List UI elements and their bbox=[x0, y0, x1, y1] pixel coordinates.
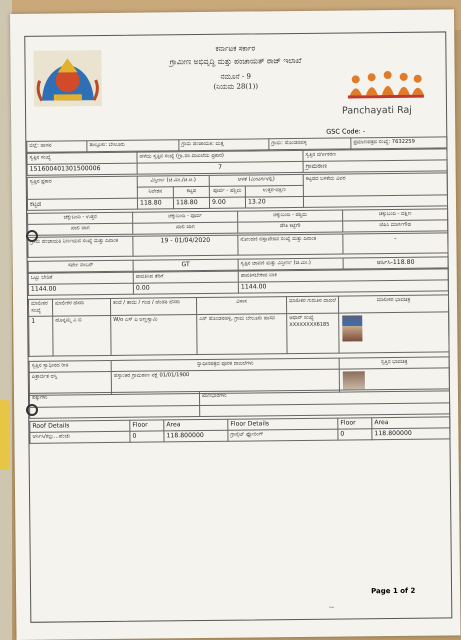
old-number: 7 bbox=[137, 161, 303, 174]
panchayati-raj-logo-text: Panchayati Raj bbox=[341, 104, 412, 117]
roof-type: ಆರ್ಸಿಸಿ/ಕಲ್ಲು...ಹೆಂಚು bbox=[30, 431, 130, 443]
property-number: 151600401301500006 bbox=[27, 163, 137, 175]
yellow-tag bbox=[0, 400, 10, 470]
rights-label: ಹಕ್ಕುಗಳು bbox=[29, 392, 199, 408]
built-label: ಕಟ್ಟಡ bbox=[173, 186, 209, 197]
owner-address-header: ವಿಳಾಸ bbox=[196, 297, 286, 315]
measurement-label: ಅಳತೆ (ಮೀಟರ್ಗಳಲ್ಲಿ) bbox=[209, 174, 303, 186]
roof-details-header: Roof Details bbox=[30, 420, 130, 432]
survey-label: ಸರ್ವೇ ನಂಬರ್ bbox=[28, 260, 133, 272]
certificate-number: ಪ್ರಮಾಣಪತ್ರದ ಸಂಖ್ಯೆ: 7632259 bbox=[351, 137, 447, 149]
district: ಜಿಲ್ಲೆ: ಹಾಸನ bbox=[27, 141, 87, 153]
roof-area-value: ಆರ್ಸಿಸಿ-118.80 bbox=[343, 257, 448, 269]
deed-label: ಸ್ವಾಧೀನಪತ್ರದ ಪೂರಕ ದಾಖಲೆಗಳು bbox=[111, 358, 339, 371]
tax-table bbox=[28, 268, 449, 295]
roof-floor-header: Floor bbox=[130, 420, 164, 431]
category: ಗ್ರಾಮಠಾಣ bbox=[303, 160, 447, 173]
rights-table bbox=[29, 388, 450, 418]
signature-mark: ~ bbox=[328, 602, 335, 612]
owner-id-type: ಆಧಾರ್ ಸಂಖ್ಯೆ bbox=[289, 314, 314, 322]
roof-area-label: ಸ್ವತ್ತಿನ ಚಾವಣಿ ಮತ್ತು ವಿಸ್ತೀರ್ಣ (ಚ.ಮೀ.) bbox=[238, 258, 343, 270]
owner-photo-header: ಮಾಲೀಕರ ಭಾವಚಿತ್ರ bbox=[338, 295, 448, 313]
east-value: ಖಾಲಿ ಜಾಗ bbox=[133, 222, 238, 234]
east-west: 9.00 bbox=[209, 197, 245, 208]
property-number-label: ಸ್ವತ್ತಿನ ಸಂಖ್ಯೆ bbox=[27, 152, 137, 164]
deed-value: ಹಸ್ತಾಂತರ ಗ್ರಾಮಠಾಣ ನಕ್ಷೆ 01/01/1900 bbox=[111, 369, 339, 394]
north-label: ಚಕ್ಕುಬಂದಿ - ಉತ್ತರ bbox=[28, 212, 133, 224]
owner-table bbox=[28, 294, 450, 356]
owner-relation-header: ತಂದೆ / ತಾಯಿ / ಗಂಡ / ಹೆಂಡತಿ ಹೆಸರು bbox=[110, 298, 196, 316]
rights-value bbox=[30, 406, 200, 419]
usage-label: ಕಟ್ಟಡದ ಬಳಕೆಯ ವಿವರ bbox=[303, 173, 447, 197]
south-value: ಜೆಪಿಸಿ ಮಾರ್ಗಗೌಡ bbox=[343, 220, 448, 232]
rule-reference: (ನಿಯಮ 28(1)) bbox=[213, 82, 259, 91]
floor-details-table bbox=[29, 416, 450, 443]
floor-area-header: Area bbox=[372, 417, 450, 429]
north-south-label: ಉತ್ತರ-ದಕ್ಷಿಣ bbox=[245, 185, 303, 197]
category-label: ಸ್ವತ್ತಿನ ವರ್ಗೀಕರಣ bbox=[303, 149, 447, 162]
south-label: ಚಕ್ಕುಬಂದಿ - ದಕ್ಷಿಣ bbox=[343, 209, 448, 221]
usage-value bbox=[303, 195, 447, 208]
document-frame bbox=[24, 31, 452, 622]
east-west-label: ಪೂರ್ವ - ಪಶ್ಚಿಮ bbox=[209, 186, 245, 197]
site-area: 118.80 bbox=[137, 198, 173, 209]
acquisition-label: ಸ್ವತ್ತಿನ ಸ್ವಾಧೀನದ ರೀತಿ bbox=[29, 360, 111, 372]
roof-area: 118.800000 bbox=[164, 430, 228, 442]
demand-label: ಒಟ್ಟು ಬೇಡಿಕೆ bbox=[28, 272, 133, 284]
property-type: ಕಟ್ಟಡ bbox=[27, 198, 137, 210]
property-photo-label: ಸ್ವತ್ತಿನ ಭಾವಚಿತ್ರ bbox=[339, 357, 449, 369]
resolution-value: 19 - 01/04/2020 bbox=[133, 235, 238, 256]
property-number-table bbox=[26, 148, 447, 175]
floor-area: 118.800000 bbox=[372, 428, 450, 440]
resolution-label: ಗ್ರಾಮ ಪಂಚಾಯತಿ ನಿರ್ಣಯದ ಸಂಖ್ಯೆ ಮತ್ತು ದಿನಾಂಕ bbox=[28, 236, 133, 257]
gsc-code: GSC Code: - bbox=[326, 127, 366, 136]
owner-address: ಎನ್ ಹೊಂಡನಹಳ್ಳಿ, ಗ್ರಾಮ ಬೇಲೂರು ಹಾಸನ bbox=[197, 314, 287, 355]
owner-id-header: ಮಾಲೀಕರ ಗುರುತಿನ ದಾಖಲೆ bbox=[286, 296, 338, 314]
floor-details-header: Floor Details bbox=[228, 418, 338, 430]
old-number-label: ಹಳೆಯ ಸ್ವತ್ತಿನ ಸಂಖ್ಯೆ (ಗ್ರಾ.ಪಂ.ದಾಖಲೆಯ ಪ್ರಕಾರ) bbox=[137, 150, 303, 163]
owner-serial-header: ಮಾಲೀಕರ ಸಂಖ್ಯೆ bbox=[28, 299, 52, 316]
liabilities-label: ಋಣಭಾರಗಳು bbox=[199, 389, 449, 406]
north-value: ಖಾಲಿ ಜಾಗ bbox=[28, 223, 133, 235]
gram-panchayat: ಗ್ರಾಮ ಪಂಚಾಯತಿ: ಮತ್ತ bbox=[179, 139, 269, 151]
registration-value: - bbox=[343, 233, 448, 254]
binder-ring-bottom bbox=[26, 404, 38, 416]
west-value: ಪೌತಿ ಕಟ್ಟೆಗೌ bbox=[238, 221, 343, 233]
west-label: ಚಕ್ಕುಬಂದಿ - ಪಶ್ಚಿಮ bbox=[238, 210, 343, 222]
balance-value: 1144.00 bbox=[238, 280, 448, 293]
property-photo bbox=[343, 371, 365, 389]
resolution-table bbox=[27, 232, 448, 257]
document-page bbox=[10, 9, 461, 640]
state-govt-title: ಕರ್ನಾಟಕ ಸರ್ಕಾರ bbox=[215, 44, 256, 53]
owner-relation: W/o ಎಸ್ ಪಿ ಅಣ್ಣಸ್ವಾಮಿ bbox=[111, 315, 197, 356]
village: ಗ್ರಾಮ: ಹೊಂಡನಹಳ್ಳಿ bbox=[269, 138, 351, 150]
registration-label: ನೋಂದಣಿ ದಸ್ತಾವೇಜಿನ ಸಂಖ್ಯೆ ಮತ್ತು ದಿನಾಂಕ bbox=[238, 234, 343, 255]
site-label: ನಿವೇಶನ bbox=[137, 187, 173, 198]
built-area: 118.80 bbox=[173, 197, 209, 208]
taluk: ತಾಲ್ಲೂಕು: ಬೇಲೂರು bbox=[87, 140, 179, 152]
owner-id-value: XXXXXXXX6185 bbox=[289, 321, 330, 329]
demand-value: 1144.00 bbox=[28, 283, 133, 295]
survey-value: GT bbox=[133, 259, 238, 271]
area-label: ವಿಸ್ತೀರ್ಣ (ಚ.ಮೀ./ಚ.ಅ.) bbox=[137, 175, 209, 187]
liabilities-value bbox=[200, 403, 450, 417]
paid-label: ಪಾವತಿಸಿದ ತೆರಿಗೆ bbox=[133, 271, 238, 283]
north-south: 13.20 bbox=[245, 196, 303, 208]
roof-area-header: Area bbox=[164, 419, 228, 431]
floor-floor-header: Floor bbox=[338, 418, 372, 429]
department-title: ಗ್ರಾಮೀಣ ಅಭಿವೃದ್ಧಿ ಮತ್ತು ಪಂಚಾಯತ್ ರಾಜ್ ಇಲಾಖೆ bbox=[169, 55, 302, 67]
owner-serial: 1 bbox=[29, 316, 53, 356]
balance-label: ಪಾವತಿಸಬೇಕಾದ ಬಾಕಿ bbox=[238, 269, 448, 282]
dimensions-table bbox=[27, 172, 448, 210]
floor-floor: 0 bbox=[338, 429, 372, 440]
page-number: Page 1 of 2 bbox=[371, 586, 416, 596]
roof-floor: 0 bbox=[130, 431, 164, 442]
owner-name-header: ಮಾಲೀಕರ ಹೆಸರು bbox=[52, 298, 110, 316]
floor-type: ಗ್ರಾನೈಟ್ ಫ್ಲೋರಿಂಗ್ bbox=[228, 429, 338, 441]
binder-ring-top bbox=[26, 230, 38, 242]
owner-photo bbox=[342, 315, 362, 341]
east-label: ಚಕ್ಕುಬಂದಿ - ಪೂರ್ವ bbox=[133, 211, 238, 223]
boundaries-table bbox=[27, 208, 448, 235]
form-number: ನಮೂನೆ - 9 bbox=[220, 72, 251, 81]
owner-name: ಹೊನ್ನಮ್ಮ ಎ ಬಿ bbox=[53, 315, 111, 356]
paid-value: 0.00 bbox=[133, 282, 238, 294]
acquisition-mode: ಪಿತ್ರಾರ್ಜಿತ ಆಸ್ತಿ bbox=[29, 371, 111, 395]
property-type-label: ಸ್ವತ್ತಿನ ಪ್ರಕಾರ bbox=[27, 176, 137, 199]
